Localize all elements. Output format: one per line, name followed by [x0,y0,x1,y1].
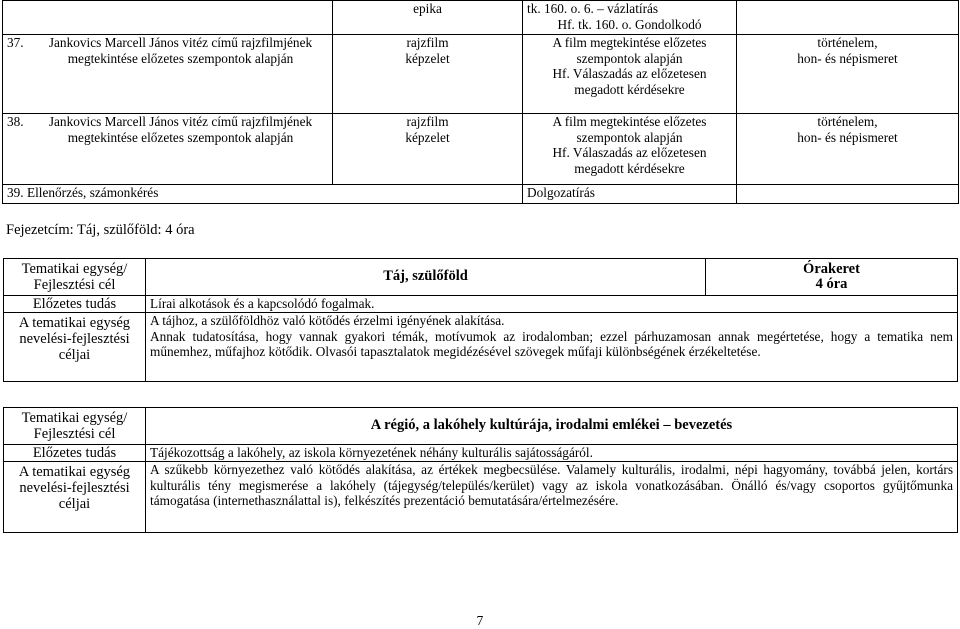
form-cell: rajzfilm képzelet [333,114,523,185]
table-row [4,296,958,313]
links-cell [737,1,959,35]
links-cell: történelem, hon- és népismeret [737,114,959,185]
table-row [3,114,959,185]
table-row [3,35,959,114]
prereq-text: Lírai alkotások és a kapcsolódó fogalmak. [146,296,958,313]
unit-label: Tematikai egység/ Fejlesztési cél [4,408,146,445]
chapter-title: Fejezetcím: Táj, szülőföld: 4 óra [6,222,195,238]
activity-cell: tk. 160. o. 6. – vázlatírás Hf. tk. 160. o. Gondolkodó [523,1,737,35]
table-row [3,185,959,204]
goals-text: A tájhoz, a szülőföldhöz való kötődés érzelmi igényének alakítása. Annak tudatosítása, hogy vannak gyakori témák, motívumok az irodalomban; ezzel párhuzamosan annak megértetése, hogy a tematika nem műnemhez, műfajhoz kötődik. Olvasói tapasztalatok megidézésével szövegek műfaji különbségének érzékeltetése. [146,313,958,382]
unit-title: A régió, a lakóhely kultúrája, irodalmi emlékei – bevezetés [146,408,958,445]
table-row [3,1,959,35]
links-cell [737,185,959,204]
goals-label: A tematikai egység nevelési-fejlesztési céljai [4,313,146,382]
table-row [4,445,958,462]
page-number: 7 [476,613,484,628]
hours-cell: Órakeret 4 óra [706,259,958,296]
topic-cell: 37. Jankovics Marcell János vitéz című rajzfilmjének megtekintése előzetes szempontok alapján [3,35,333,114]
goals-label: A tematikai egység nevelési-fejlesztési céljai [4,462,146,533]
table-row [4,313,958,382]
prereq-label: Előzetes tudás [4,296,146,313]
prereq-label: Előzetes tudás [4,445,146,462]
topic-cell: 38. Jankovics Marcell János vitéz című rajzfilmjének megtekintése előzetes szempontok alapján [3,114,333,185]
links-cell: történelem, hon- és népismeret [737,35,959,114]
table-row [4,259,958,296]
activity-cell: A film megtekintése előzetes szempontok alapján Hf. Válaszadás az előzetesen megadott kérdésekre [523,35,737,114]
thematic-unit-table [3,258,958,382]
table-row [4,462,958,533]
row-number: 37. [7,35,24,50]
activity-cell: Dolgozatírás [523,185,737,204]
schedule-table [2,0,959,204]
row-number: 38. [7,114,24,129]
goals-text: A szűkebb környezethez való kötődés alakítása, az értékek megbecsülése. Valamely kulturális, irodalmi, népi hagyomány, továbbá jelen, kortárs kulturális tény megismerése a lakóhely (tájegység/település/kerület) vagy az iskola vonatkozásában. Önálló és/vagy csoportos gyűjtőmunka támogatása (internethasználattal is), felkészítés prezentáció bemutatására/értelmezésére. [146,462,958,533]
unit-title: Táj, szülőföld [146,259,706,296]
activity-cell: A film megtekintése előzetes szempontok alapján Hf. Válaszadás az előzetesen megadott kérdésekre [523,114,737,185]
form-cell: rajzfilm képzelet [333,35,523,114]
thematic-unit-table [3,407,958,533]
topic-cell: 39. Ellenőrzés, számonkérés [3,185,523,204]
unit-label: Tematikai egység/ Fejlesztési cél [4,259,146,296]
topic-cell [3,1,333,35]
form-cell: epika [333,1,523,35]
table-row [4,408,958,445]
prereq-text: Tájékozottság a lakóhely, az iskola környezetének néhány kulturális sajátosságáról. [146,445,958,462]
